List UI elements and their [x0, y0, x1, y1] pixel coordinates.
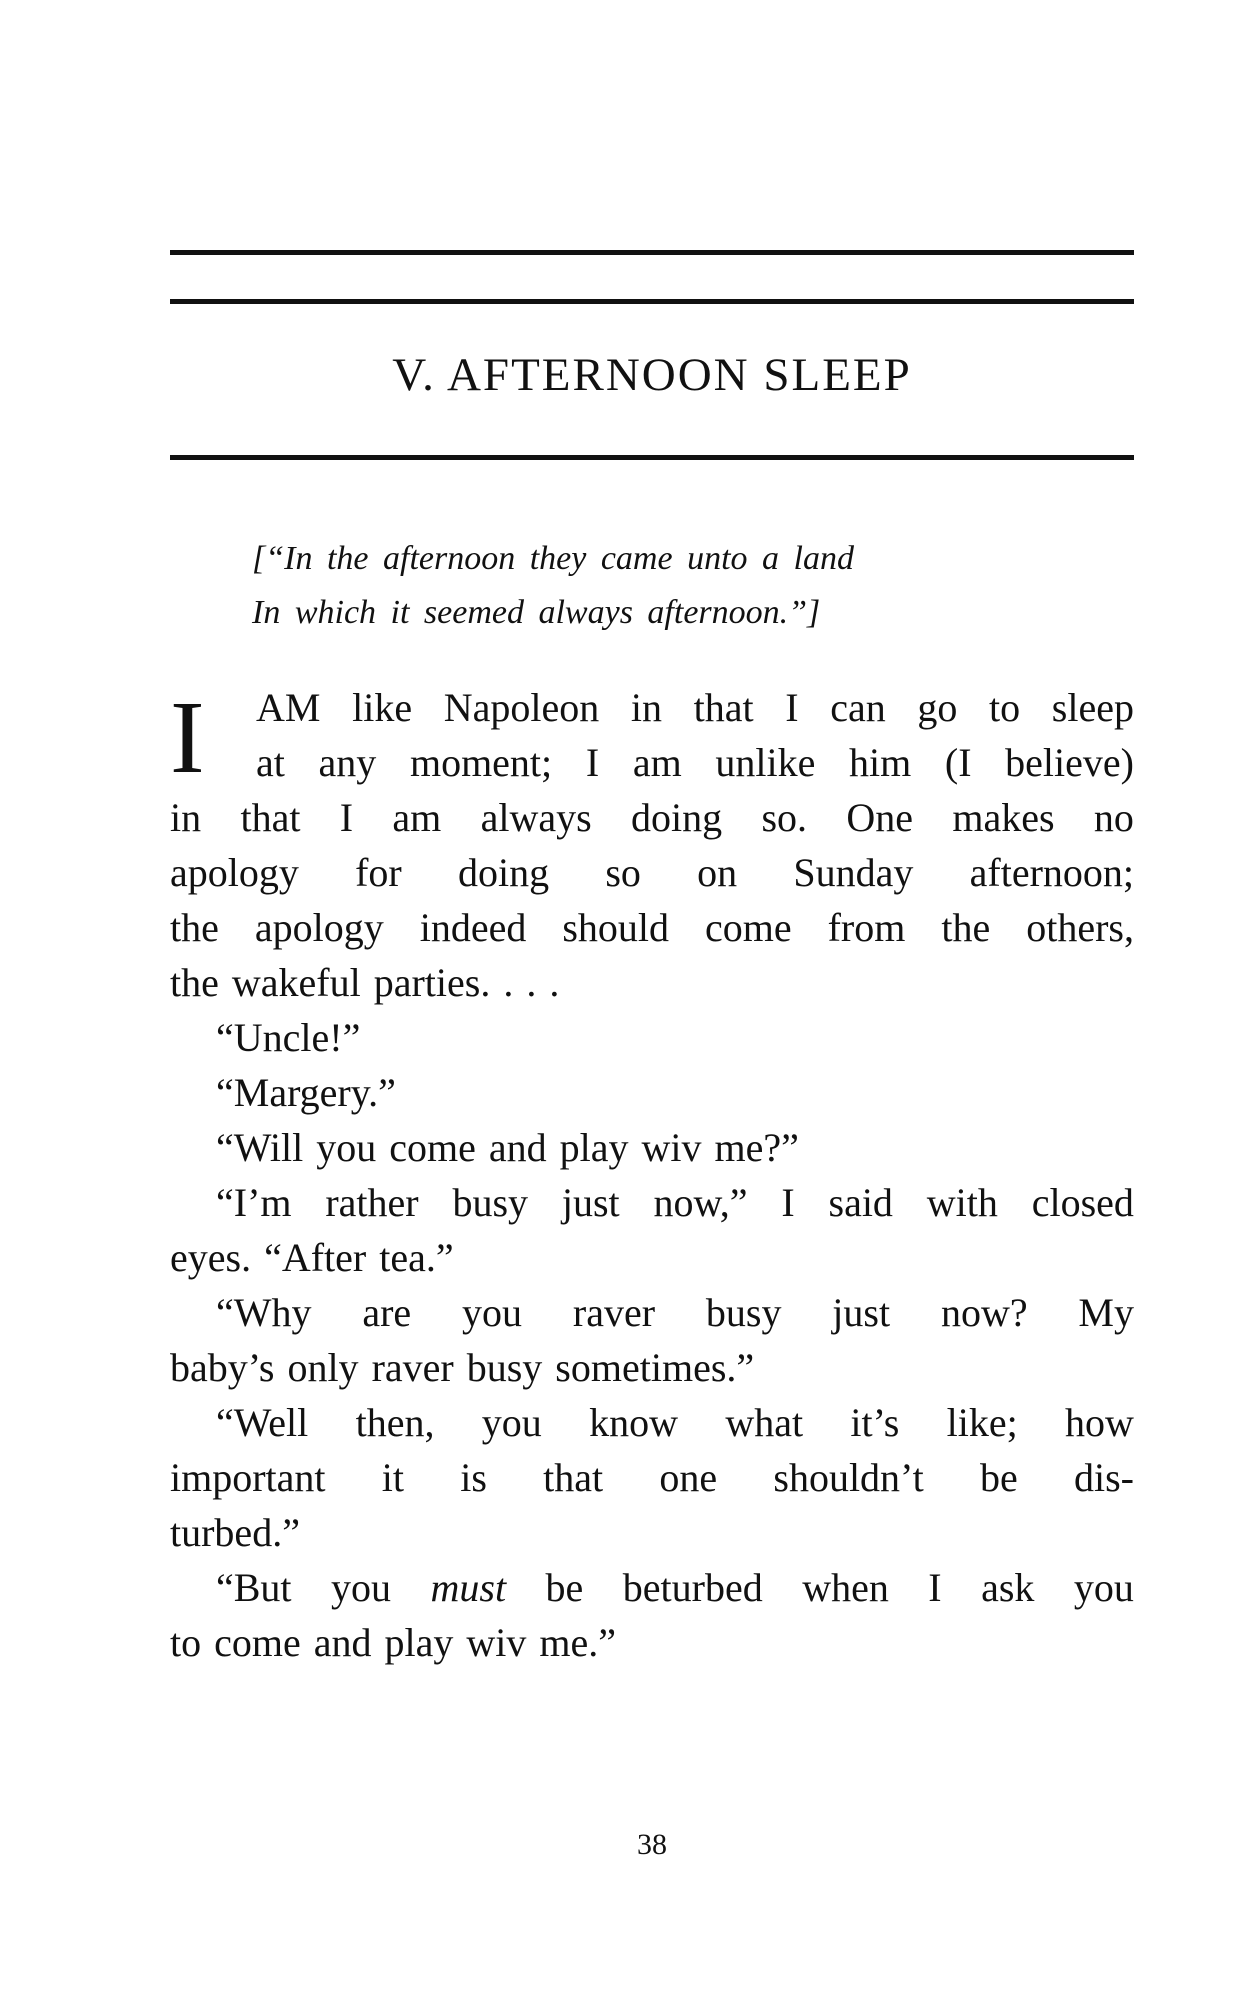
- word: at: [256, 740, 285, 785]
- word: “Margery.”: [216, 1070, 396, 1115]
- word: doing: [631, 795, 723, 840]
- word: raver: [371, 1345, 454, 1390]
- word: unlike: [715, 740, 816, 785]
- word: should: [562, 905, 670, 950]
- drop-cap: I: [170, 680, 205, 795]
- word: and: [313, 1620, 372, 1665]
- word: AM: [256, 685, 321, 730]
- text-line: [170, 1450, 1134, 1505]
- emphasis-word: must: [430, 1565, 507, 1610]
- word: are: [362, 1290, 412, 1335]
- word: .: [503, 960, 514, 1005]
- word: am: [632, 740, 682, 785]
- word: me?”: [714, 1125, 799, 1170]
- word: so: [605, 850, 641, 895]
- word: no: [1093, 795, 1134, 840]
- word: any: [318, 740, 377, 785]
- word: then,: [355, 1400, 435, 1445]
- word: “Uncle!”: [216, 1015, 361, 1060]
- word: you: [462, 1290, 523, 1335]
- word: be: [545, 1565, 584, 1610]
- word: (I: [944, 740, 972, 785]
- word: only: [287, 1345, 359, 1390]
- word: with: [926, 1180, 998, 1225]
- word: and: [488, 1125, 547, 1170]
- word: how: [1065, 1400, 1134, 1445]
- word: ask: [981, 1565, 1035, 1610]
- epigraph-line: In which it seemed always afternoon.”]: [252, 594, 821, 631]
- word: when: [802, 1565, 889, 1610]
- word: the: [941, 905, 991, 950]
- word: shouldn’t: [773, 1455, 924, 1500]
- text-line: [170, 1230, 1134, 1285]
- word: be: [980, 1455, 1018, 1500]
- text-line: [170, 680, 1134, 735]
- word: play: [559, 1125, 629, 1170]
- word: apology: [254, 905, 384, 950]
- word: that: [240, 795, 301, 840]
- word: “Well: [216, 1400, 309, 1445]
- word: that: [543, 1455, 604, 1500]
- word: now,”: [653, 1180, 748, 1225]
- epigraph: [252, 532, 1112, 640]
- word: like: [352, 685, 413, 730]
- word: play: [384, 1620, 454, 1665]
- dialogue-line: [170, 1065, 1134, 1120]
- word: come: [389, 1125, 476, 1170]
- word: him: [848, 740, 912, 785]
- word: to: [170, 1620, 202, 1665]
- word: you: [316, 1125, 377, 1170]
- epigraph-line: [“In the afternoon they came unto a land: [252, 540, 854, 577]
- word: Sunday: [793, 850, 914, 895]
- word: My: [1078, 1290, 1134, 1335]
- word: .: [526, 960, 537, 1005]
- word: baby’s: [170, 1345, 275, 1390]
- word: come: [705, 905, 792, 950]
- chapter-title: V. AFTERNOON SLEEP: [392, 349, 912, 401]
- word: One: [846, 795, 914, 840]
- word: believe): [1005, 740, 1134, 785]
- body-text: [170, 680, 1134, 1670]
- word: turbed.”: [170, 1510, 300, 1555]
- word: tea.”: [379, 1235, 454, 1280]
- page-number: 38: [637, 1828, 667, 1861]
- text-line: [170, 1505, 1134, 1560]
- word: to: [989, 685, 1021, 730]
- word: for: [355, 850, 402, 895]
- word: raver: [572, 1290, 656, 1335]
- word: others,: [1026, 905, 1134, 950]
- word: is: [460, 1455, 487, 1500]
- word: like;: [946, 1400, 1018, 1445]
- word: can: [830, 685, 886, 730]
- word: .: [549, 960, 560, 1005]
- word: busy: [452, 1180, 529, 1225]
- dialogue-line: [170, 1010, 1134, 1065]
- top-rule: [170, 250, 1134, 255]
- text-line: [170, 1395, 1134, 1450]
- word: go: [917, 685, 958, 730]
- word: you: [1073, 1565, 1134, 1610]
- word: Napoleon: [443, 685, 600, 730]
- word: in: [170, 795, 202, 840]
- word: just: [832, 1290, 891, 1335]
- text-line: [170, 900, 1134, 955]
- word: I: [781, 1180, 795, 1225]
- word: come: [214, 1620, 301, 1665]
- word: doing: [457, 850, 550, 895]
- word: sleep: [1051, 685, 1134, 730]
- word: moment;: [409, 740, 553, 785]
- word: apology: [170, 850, 299, 895]
- word: busy: [466, 1345, 543, 1390]
- word: it’s: [850, 1400, 900, 1445]
- title-underline-rule: [170, 455, 1134, 460]
- word: I: [585, 740, 600, 785]
- dialogue-line: [170, 1120, 1134, 1175]
- word: afternoon;: [969, 850, 1134, 895]
- text-line: [170, 1560, 1134, 1615]
- word: parties.: [373, 960, 491, 1005]
- word: beturbed: [622, 1565, 763, 1610]
- word: I: [339, 795, 354, 840]
- word: said: [828, 1180, 893, 1225]
- text-line: [170, 1175, 1134, 1230]
- second-rule: [170, 299, 1134, 304]
- text-line: [170, 790, 1134, 845]
- word: important: [170, 1455, 326, 1500]
- word: “But: [216, 1565, 292, 1610]
- text-line: [170, 955, 1134, 1010]
- word: just: [561, 1180, 620, 1225]
- word: it: [381, 1455, 404, 1500]
- text-line: [170, 1285, 1134, 1340]
- word: wiv: [466, 1620, 527, 1665]
- word: am: [392, 795, 442, 840]
- word: on: [697, 850, 738, 895]
- word: know: [589, 1400, 678, 1445]
- word: “Will: [216, 1125, 304, 1170]
- word: wiv: [641, 1125, 702, 1170]
- word: always: [480, 795, 592, 840]
- word: dis-: [1074, 1455, 1134, 1500]
- word: sometimes.”: [555, 1345, 755, 1390]
- word: now?: [940, 1290, 1028, 1335]
- word: indeed: [419, 905, 527, 950]
- word: that: [693, 685, 754, 730]
- word: you: [481, 1400, 542, 1445]
- word: from: [827, 905, 906, 950]
- text-line: [170, 1615, 1134, 1670]
- word: “After: [264, 1235, 367, 1280]
- text-line: [170, 735, 1134, 790]
- word: what: [725, 1400, 804, 1445]
- word: makes: [952, 795, 1055, 840]
- word: one: [659, 1455, 718, 1500]
- word: I: [785, 685, 799, 730]
- word: in: [630, 685, 662, 730]
- text-line: [170, 845, 1134, 900]
- word: the: [170, 905, 219, 950]
- word: rather: [325, 1180, 419, 1225]
- word: “Why: [216, 1290, 312, 1335]
- word: you: [331, 1565, 392, 1610]
- word: I: [928, 1565, 942, 1610]
- word: “I’m: [216, 1180, 292, 1225]
- text-line: [170, 1340, 1134, 1395]
- word: wakeful: [231, 960, 361, 1005]
- word: eyes.: [170, 1235, 252, 1280]
- word: so.: [761, 795, 808, 840]
- word: busy: [705, 1290, 782, 1335]
- word: the: [170, 960, 219, 1005]
- word: me.”: [539, 1620, 617, 1665]
- word: closed: [1031, 1180, 1134, 1225]
